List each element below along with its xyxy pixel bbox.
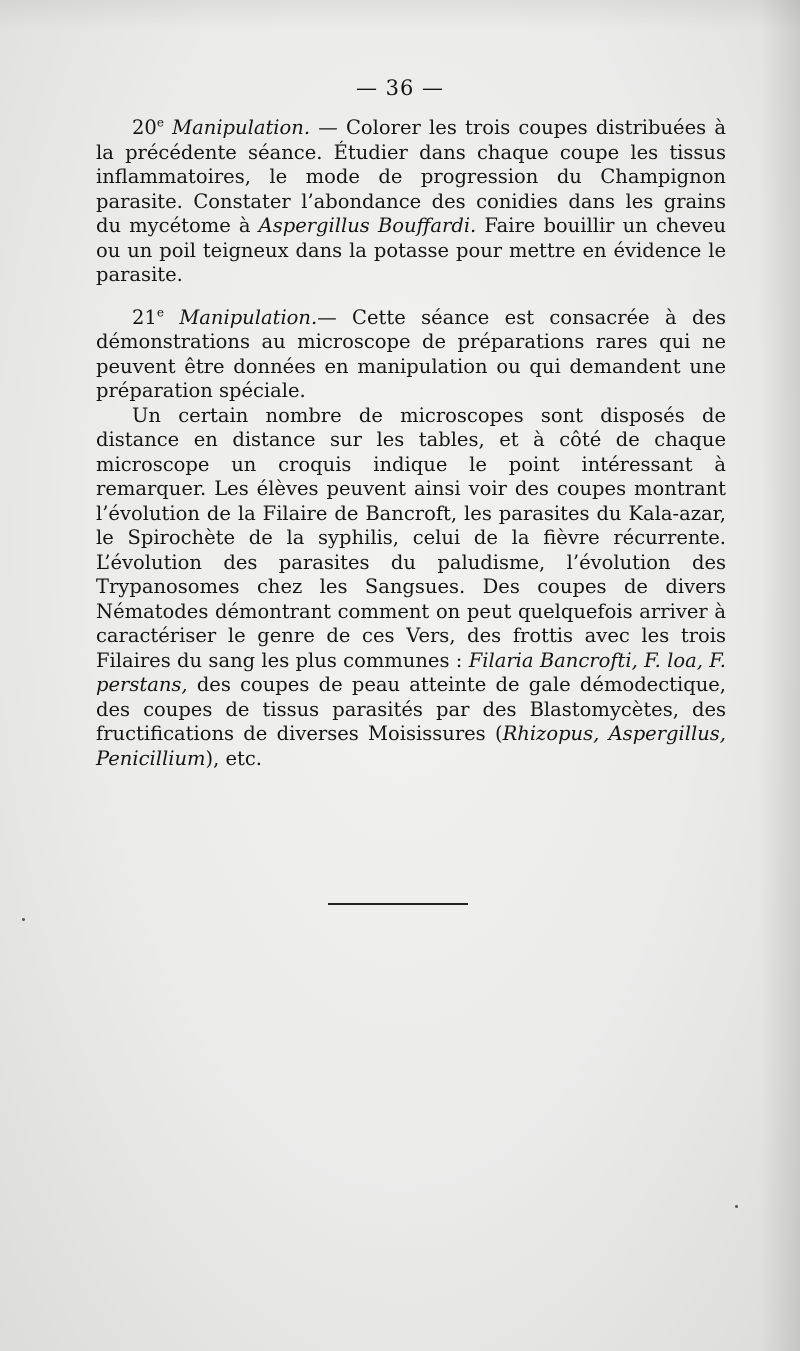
text-segment: Un certain nombre de microscopes sont disposés de distance en distance sur les tables, et à côté de chaque microscope un croquis indique le point intéressant à remarquer. Les élèves peuvent ainsi voir des coupes montrant l’évolution de la Filaire de Bancroft, les parasites du Kala-azar, le Spirochète de la syphilis, celui de la fièvre récurrente. L’évolution des parasites du paludisme, l’évolution des Trypanosomes chez les Sangsues. Des coupes de divers Nématodes démontrant comment on peut quelquefois arriver à caractériser le genre de ces Vers, des frottis avec les trois Filaires du sang les plus communes : [96, 403, 726, 672]
species-name: Aspergillus Bouffardi. [258, 214, 477, 237]
body-text [96, 116, 726, 771]
section-number: 20 [132, 116, 157, 139]
ordinal-suffix: e [156, 305, 164, 319]
text-segment: des coupes de peau atteinte de gale démodectique, des coupes de tissus parasités par des Blastomycètes, des fructifications de diverses Moisissures ( [96, 673, 726, 745]
species-list: Filaria Bancrofti, F. loa, F. perstans, [96, 648, 726, 696]
paragraph-microscopes [96, 404, 726, 772]
ordinal-suffix: e [156, 115, 164, 130]
page-number: — 36 — [355, 76, 445, 100]
genus-list: Rhizopus, Aspergillus, Penicillium [96, 722, 726, 770]
section-heading: Manipulation. [172, 116, 311, 139]
section-number: 21 [132, 305, 157, 329]
paper-speck [22, 918, 25, 921]
text-segment: — Cette séance est consacrée à des démonstrations au microscope de préparations rares qui ne peuvent être données en manipulation ou qui demandent une préparation spéciale. [96, 305, 726, 402]
paragraph-manipulation-21 [96, 306, 726, 404]
page-edge-shading [760, 0, 800, 1351]
paper-speck [735, 1205, 738, 1208]
text-segment: — Colorer les trois coupes distribuées à la précédente séance. Étudier dans chaque coupe les tissus inflammatoires, le mode de progression du Champignon parasite. Constater l’abondance des conidies dans les grains du mycétome à [96, 116, 726, 237]
section-heading: Manipulation. [179, 305, 318, 329]
text-segment: ), etc. [205, 746, 263, 770]
text-segment: Faire bouillir un cheveu ou un poil teigneux dans la potasse pour mettre en évidence le parasite. [96, 214, 727, 286]
paragraph-manipulation-20 [96, 116, 726, 288]
section-end-rule [328, 903, 468, 905]
page-top-shading [0, 0, 800, 30]
